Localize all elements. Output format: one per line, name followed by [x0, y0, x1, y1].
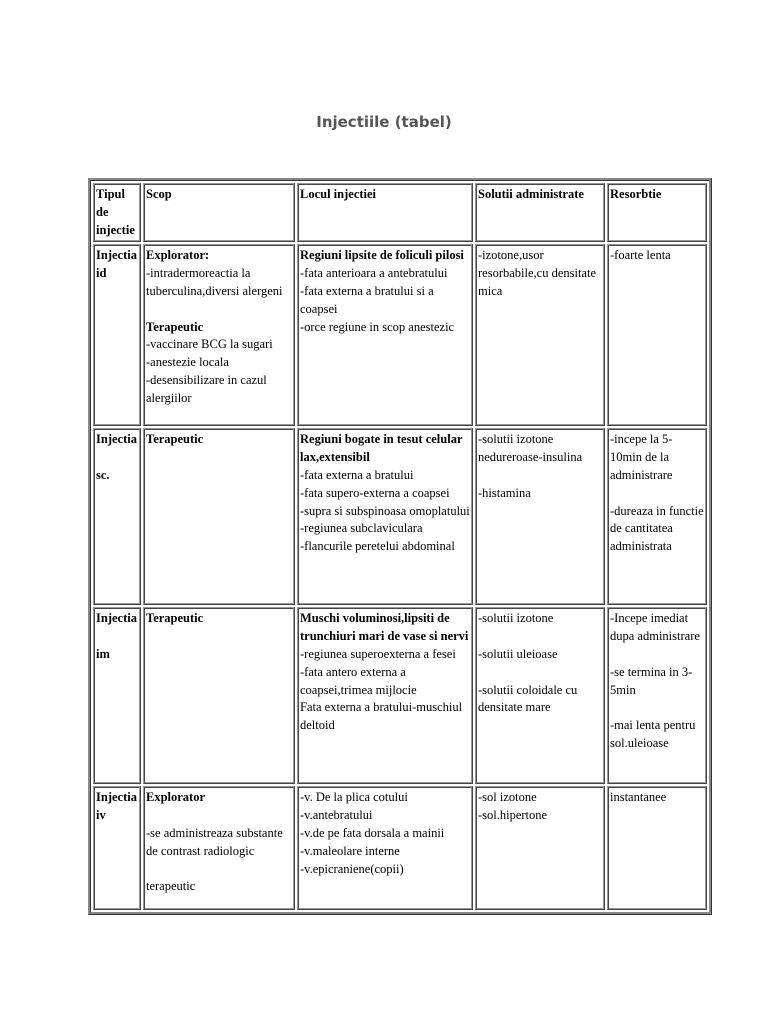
row-loc: Muschi voluminosi,lipsiti de trunchiuri mari de vase si nervi -regiunea superoexterna a fesei -fata antero externa a coapsei,trimea mijlocie Fata externa a bratului-muschiul deltoid: [297, 607, 473, 784]
row-resorbtie: -incepe la 5-10min de la administrare -dureaza in functie de cantitatea administrata: [607, 428, 707, 605]
row-loc: Regiuni bogate in tesut celular lax,extensibil -fata externa a bratului -fata supero-externa a coapsei -supra si subspinoasa omoplatului -regiunea subclaviculara -flancurile peretelui abdominal: [297, 428, 473, 605]
row-solutii: -izotone,usor resorbabile,cu densitate mica: [475, 244, 605, 426]
row-resorbtie: -foarte lenta: [607, 244, 707, 426]
row-solutii: -sol izotone -sol.hipertone: [475, 786, 605, 910]
row-resorbtie: instantanee: [607, 786, 707, 910]
header-loc: Locul injectiei: [297, 183, 473, 242]
table-row: [93, 244, 707, 426]
table-row: [93, 428, 707, 605]
injections-table: [88, 178, 712, 915]
row-scop: Terapeutic: [143, 428, 295, 605]
header-resorbtie: Resorbtie: [607, 183, 707, 242]
table-row: [93, 786, 707, 910]
table-row: [93, 607, 707, 784]
row-loc: Regiuni lipsite de foliculi pilosi -fata anterioara a antebratului -fata externa a bratului si a coapsei -orce regiune in scop anestezic: [297, 244, 473, 426]
row-scop: Explorator -se administreaza substante de contrast radiologic terapeutic: [143, 786, 295, 910]
header-type: Tipul de injectie: [93, 183, 141, 242]
row-solutii: -solutii izotone -solutii uleioase -solutii coloidale cu densitate mare: [475, 607, 605, 784]
row-resorbtie: -Incepe imediat dupa administrare -se termina in 3-5min -mai lenta pentru sol.uleioase: [607, 607, 707, 784]
row-type: Injectia im: [93, 607, 141, 784]
row-scop: Terapeutic: [143, 607, 295, 784]
row-type: Injectia sc.: [93, 428, 141, 605]
table-header-row: [93, 183, 707, 242]
header-scop: Scop: [143, 183, 295, 242]
row-type: Injectia iv: [93, 786, 141, 910]
row-loc: -v. De la plica cotului -v.antebratului -v.de pe fata dorsala a mainii -v.maleolare interne -v.epicraniene(copii): [297, 786, 473, 910]
row-solutii: -solutii izotone nedureroase-insulina -histamina: [475, 428, 605, 605]
row-type: Injectia id: [93, 244, 141, 426]
page-title: Injectiile (tabel): [316, 113, 452, 131]
row-scop: Explorator: -intradermoreactia la tuberculina,diversi alergeni Terapeutic -vaccinare BCG la sugari -anestezie locala -desensibilizare in cazul alergiilor: [143, 244, 295, 426]
header-solutii: Solutii administrate: [475, 183, 605, 242]
